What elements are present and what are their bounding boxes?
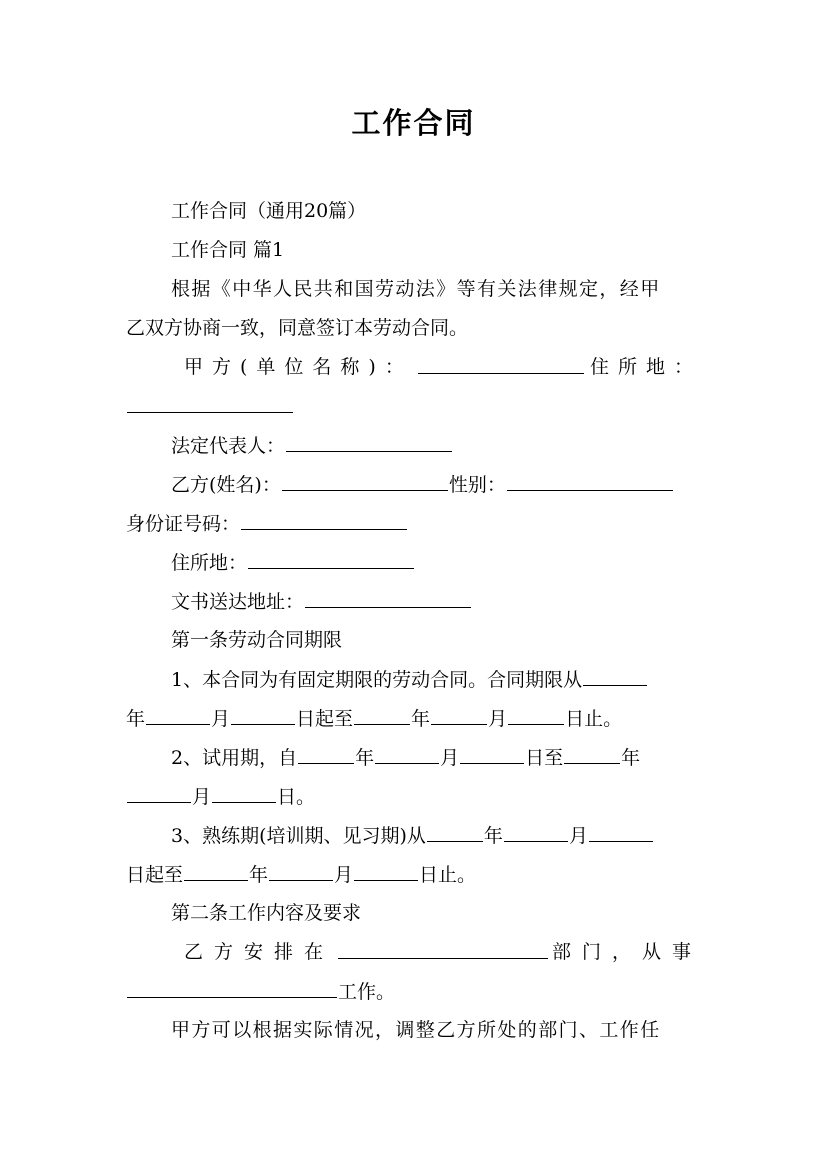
text: 日止。	[419, 864, 477, 886]
text: 日起至	[296, 708, 354, 730]
blank-field	[241, 511, 407, 530]
text: 住所地：	[589, 356, 702, 378]
paragraph-line	[171, 550, 702, 575]
text: 身份证号码：	[126, 513, 241, 535]
text: 工作合同 篇1	[171, 239, 285, 261]
text: 2、试用期，自	[171, 747, 298, 769]
text: 日至	[525, 747, 564, 769]
text: 住所地：	[171, 552, 248, 574]
blank-field	[248, 550, 414, 569]
text: 日起至	[126, 864, 184, 886]
paragraph-line	[184, 940, 702, 964]
blank-field	[354, 706, 410, 725]
paragraph-line	[171, 433, 702, 458]
text: 乙方安排在	[184, 941, 335, 963]
text: 年	[621, 747, 641, 769]
blank-field	[286, 433, 452, 452]
paragraph-line	[126, 316, 702, 340]
blank-field	[298, 745, 354, 764]
blank-field	[418, 355, 584, 374]
text: 乙方(姓名)：	[171, 474, 281, 496]
blank-field	[508, 706, 564, 725]
blank-field	[231, 706, 295, 725]
paragraph-line	[171, 589, 702, 614]
document-title: 工作合同	[351, 106, 476, 140]
text: 3、熟练期(培训期、见习期)从	[171, 825, 426, 847]
paragraph-line	[184, 355, 702, 379]
blank-field	[127, 784, 191, 803]
paragraph-line	[171, 277, 702, 301]
paragraph-line	[171, 901, 702, 925]
blank-field	[431, 706, 487, 725]
text: 年	[411, 708, 431, 730]
paragraph-line	[171, 472, 702, 497]
text: 年	[355, 747, 375, 769]
text: 乙双方协商一致，同意签订本劳动合同。	[126, 317, 469, 339]
blank-field	[564, 745, 620, 764]
paragraph-line	[171, 745, 702, 770]
blank-field	[184, 862, 248, 881]
text: 年	[483, 825, 503, 847]
blank-field	[127, 979, 337, 998]
text: 年	[126, 708, 146, 730]
blank-field	[305, 589, 471, 608]
paragraph-line	[171, 238, 702, 262]
text: 日。	[277, 786, 316, 808]
text: 月	[211, 708, 231, 730]
text: 月	[440, 747, 460, 769]
text: 根据《中华人民共和国劳动法》等有关法律规定，经甲	[171, 278, 661, 300]
blank-field	[269, 862, 333, 881]
paragraph-line	[126, 511, 702, 536]
blank-field	[127, 394, 293, 413]
text: 甲方可以根据实际情况，调整乙方所处的部门、工作任	[171, 1019, 661, 1041]
text: 工作。	[338, 981, 396, 1003]
blank-field	[282, 472, 448, 491]
paragraph-line	[126, 706, 702, 731]
text: 工作合同（通用20篇）	[171, 200, 367, 222]
text: 性别：	[448, 474, 506, 496]
text: 月	[488, 708, 508, 730]
paragraph-line	[126, 862, 702, 887]
paragraph-line	[126, 784, 702, 809]
blank-field	[583, 667, 647, 686]
blank-field	[427, 823, 483, 842]
blank-field	[146, 706, 210, 725]
text: 月	[568, 825, 588, 847]
blank-field	[460, 745, 524, 764]
text: 甲方(单位名称)：	[184, 356, 413, 378]
text: 第二条工作内容及要求	[171, 902, 362, 924]
text: 月	[192, 786, 212, 808]
text: 日止。	[565, 708, 623, 730]
blank-field	[338, 940, 548, 959]
blank-field	[504, 823, 568, 842]
paragraph-line	[126, 979, 702, 1004]
blank-field	[354, 862, 418, 881]
text: 月	[334, 864, 354, 886]
text: 年	[249, 864, 269, 886]
paragraph-line	[171, 199, 702, 223]
paragraph-line	[171, 823, 702, 848]
text: 法定代表人：	[171, 435, 286, 457]
text: 第一条劳动合同期限	[171, 629, 343, 651]
text: 文书送达地址：	[171, 591, 305, 613]
paragraph-line	[171, 667, 702, 692]
paragraph-line	[171, 628, 702, 652]
paragraph-line	[171, 1018, 702, 1042]
blank-field	[212, 784, 276, 803]
text: 部门，从事	[551, 941, 702, 963]
blank-field	[589, 823, 653, 842]
paragraph-line	[126, 394, 702, 419]
blank-field	[375, 745, 439, 764]
text: 1、本合同为有固定期限的劳动合同。合同期限从	[171, 669, 583, 691]
blank-field	[507, 472, 673, 491]
